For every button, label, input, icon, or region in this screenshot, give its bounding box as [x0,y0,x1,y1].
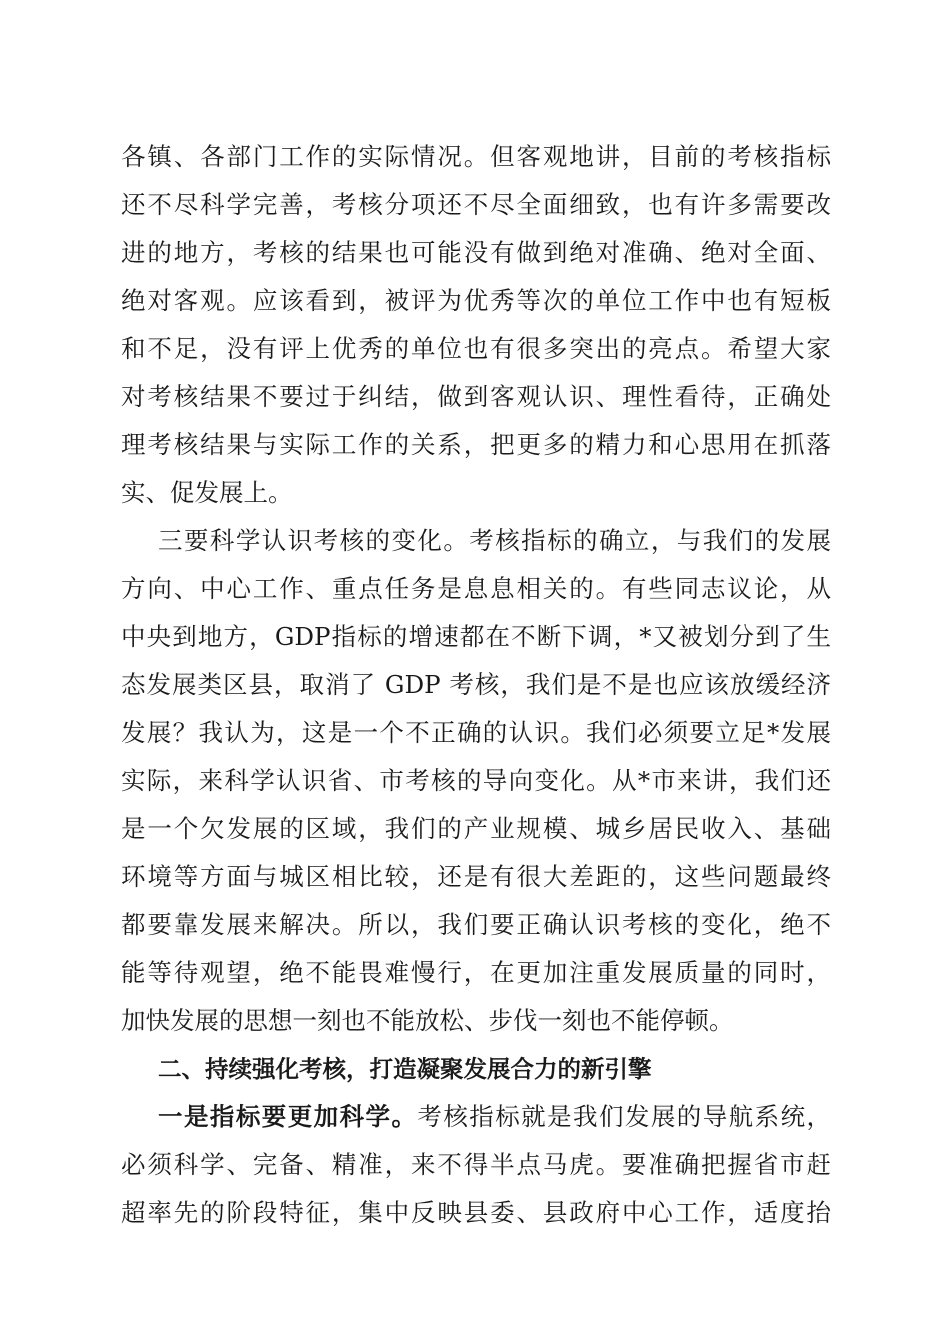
text-line: 各镇、各部门工作的实际情况。但客观地讲，目前的考核指标 [121,142,831,171]
text-line: 方向、中心工作、重点任务是息息相关的。有些同志议论，从 [121,574,831,603]
text-line-first [158,1093,831,1141]
text-line: 必须科学、完备、精准，来不得半点马虎。要准确把握省市赶 [121,1150,831,1179]
text-line: 加快发展的思想一刻也不能放松、步伐一刻也不能停顿。 [121,1006,734,1035]
text-line: 对考核结果不要过于纠结，做到客观认识、理性看待，正确处 [121,382,831,411]
text-line: 实、促发展上。 [121,478,293,507]
text-line: 超率先的阶段特征，集中反映县委、县政府中心工作，适度抬 [121,1198,831,1227]
text-line: 是一个欠发展的区域，我们的产业规模、城乡居民收入、基础 [121,814,831,843]
section-heading: 二、持续强化考核，打造凝聚发展合力的新引擎 [158,1055,652,1083]
text-line: 实际，来科学认识省、市考核的导向变化。从*市来讲，我们还 [121,766,831,795]
text-line: 和不足，没有评上优秀的单位也有很多突出的亮点。希望大家 [121,334,831,363]
text-line: 进的地方，考核的结果也可能没有做到绝对准确、绝对全面、 [121,238,831,267]
paragraph-lead: 一是指标要更加科学。 [158,1102,418,1131]
text-line: 理考核结果与实际工作的关系，把更多的精力和心思用在抓落 [121,430,831,459]
text-line: 都要靠发展来解决。所以，我们要正确认识考核的变化，绝不 [121,910,831,939]
text-line: 绝对客观。应该看到，被评为优秀等次的单位工作中也有短板 [121,286,831,315]
text-line: 中央到地方，GDP指标的增速都在不断下调，*又被划分到了生 [121,622,831,651]
paragraph-lead-rest: 考核指标就是我们发展的导航系统， [417,1102,832,1131]
text-line: 态发展类区县，取消了 GDP 考核，我们是不是也应该放缓经济 [121,670,831,699]
text-line: 三要科学认识考核的变化。考核指标的确立，与我们的发展 [158,526,831,555]
text-line: 环境等方面与城区相比较，还是有很大差距的，这些问题最终 [121,862,831,891]
text-line: 还不尽科学完善，考核分项还不尽全面细致，也有许多需要改 [121,190,831,219]
text-line: 能等待观望，绝不能畏难慢行，在更加注重发展质量的同时， [121,958,831,987]
text-line: 发展？我认为，这是一个不正确的认识。我们必须要立足*发展 [121,718,831,747]
